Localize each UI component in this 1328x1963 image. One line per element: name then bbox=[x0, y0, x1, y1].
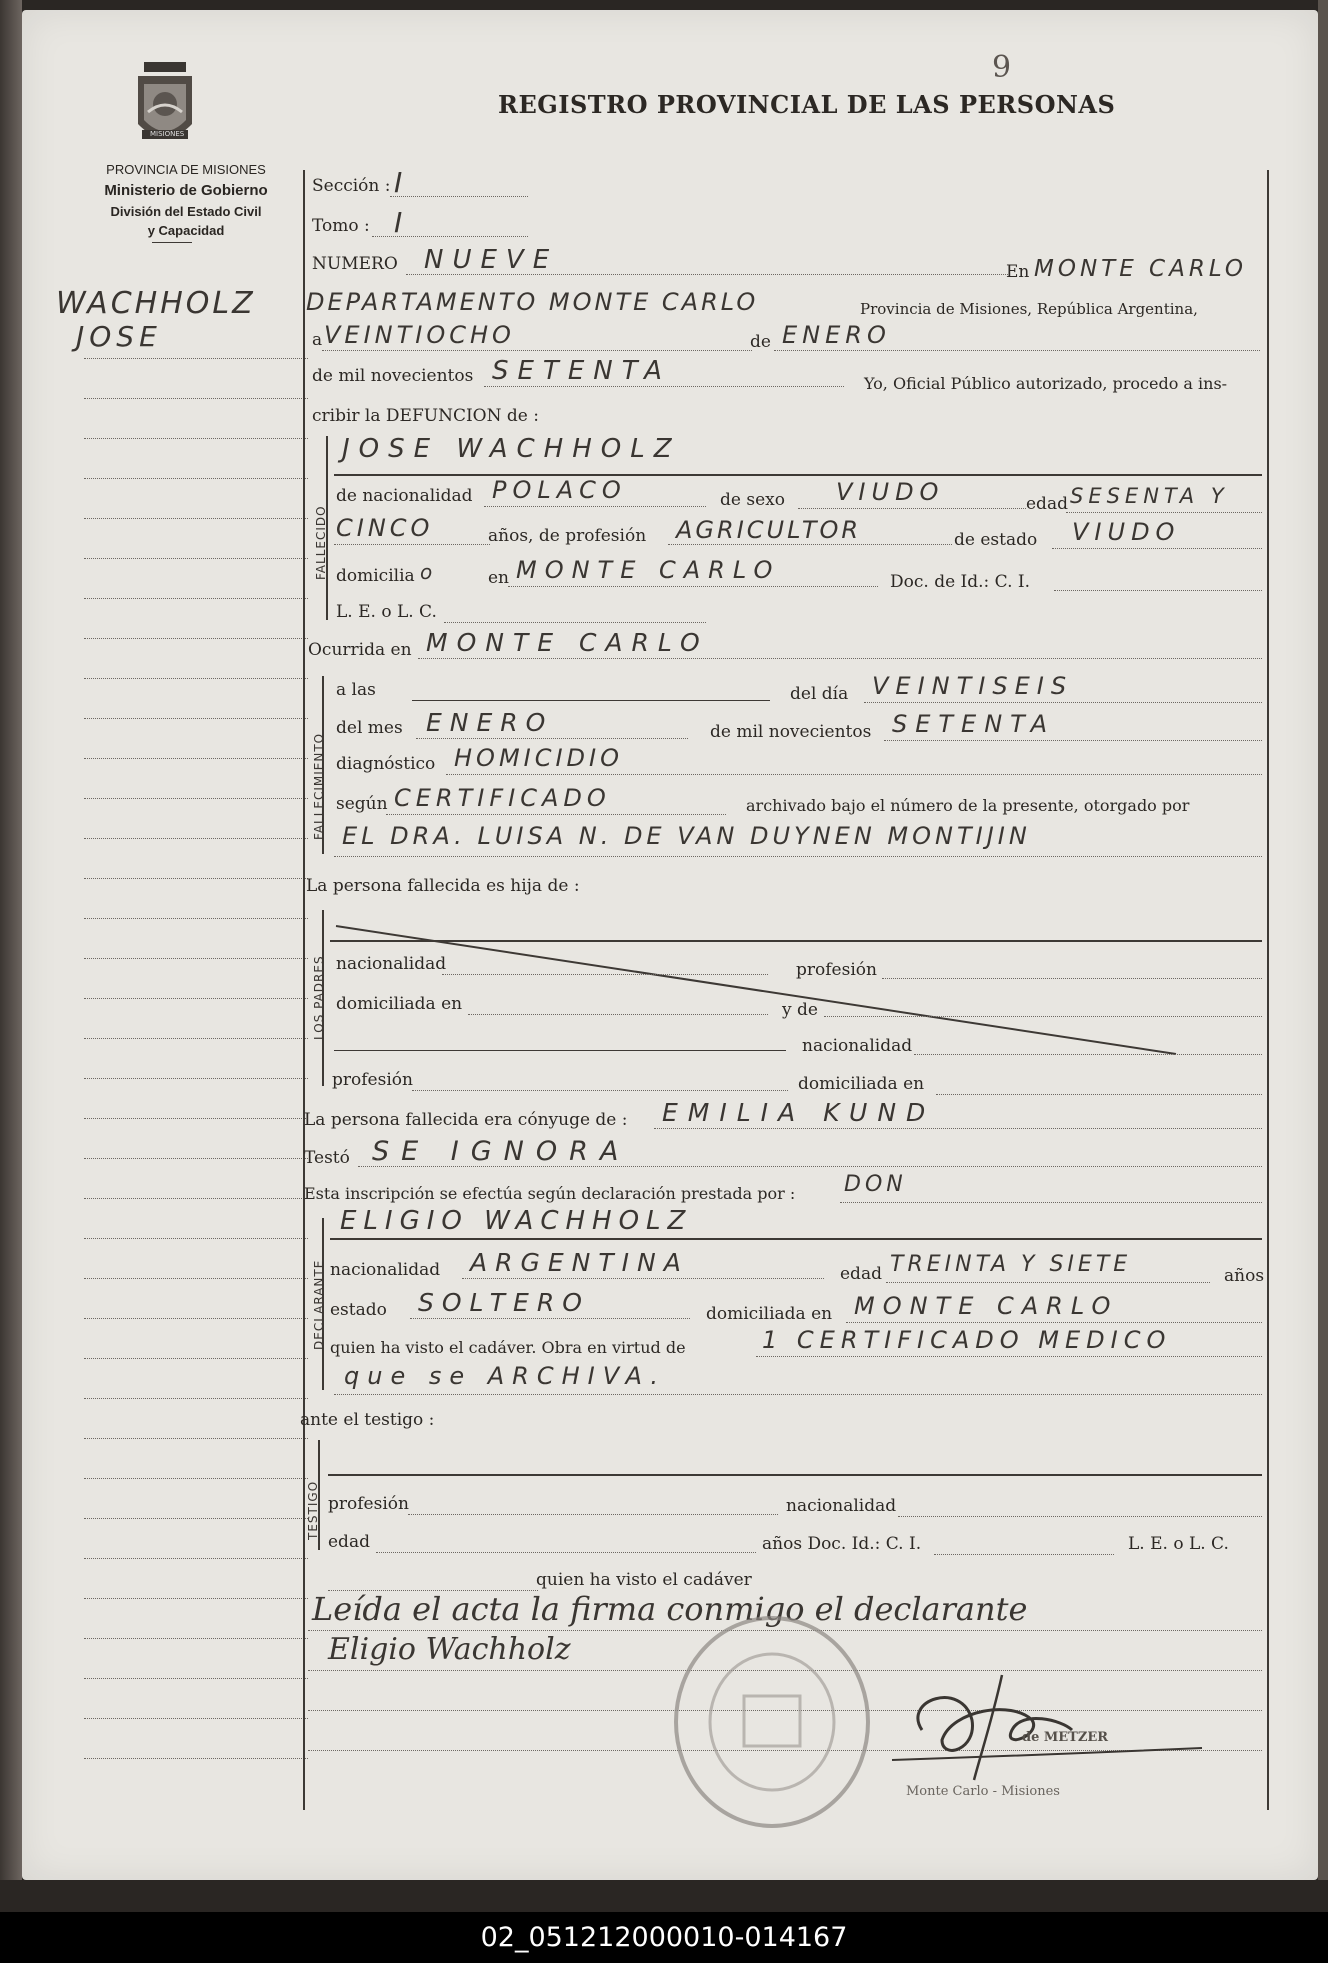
testigo-section-label: TESTIGO bbox=[306, 1480, 320, 1540]
padres-profesion-label: profesión bbox=[796, 960, 877, 980]
padres-domiciliada2-label: domiciliada en bbox=[798, 1074, 925, 1094]
en-value: MONTE CARLO bbox=[1034, 256, 1248, 282]
en-label: En bbox=[1006, 262, 1030, 282]
tomo-value: I bbox=[394, 206, 412, 239]
del-dia-label: del día bbox=[790, 684, 849, 704]
declaracion-label: Esta inscripción se efectúa según declaración prestada por : bbox=[304, 1184, 796, 1203]
month-value: ENERO bbox=[782, 321, 891, 349]
declaracion-value: DON bbox=[844, 1172, 907, 1197]
padres-profesion2-label: profesión bbox=[332, 1070, 413, 1090]
otorgado-value: EL DRA. LUISA N. DE VAN DUYNEN MONTIJIN bbox=[342, 822, 1031, 850]
archivado-text: archivado bajo el número de la presente, otorgado por bbox=[746, 796, 1190, 815]
fallecido-le-label: L. E. o L. C. bbox=[336, 602, 437, 622]
fallecido-edad-label: edad bbox=[1026, 494, 1068, 514]
ocurrida-label: Ocurrida en bbox=[308, 640, 412, 660]
right-border bbox=[1267, 170, 1269, 1810]
padres-y-de-label: y de bbox=[782, 1000, 818, 1020]
declarante-domiciliada-label: domiciliada en bbox=[706, 1304, 833, 1324]
officer-signature-icon bbox=[882, 1660, 1212, 1790]
mes-value: ENERO bbox=[426, 708, 554, 737]
diagnostico-label: diagnóstico bbox=[336, 754, 436, 774]
numero-label: NUMERO bbox=[312, 254, 398, 274]
coat-of-arms-icon bbox=[130, 62, 200, 154]
padres-nacionalidad-label: nacionalidad bbox=[336, 954, 447, 974]
division-label-2: y Capacidad bbox=[147, 223, 225, 238]
fallecido-estado-label: de estado bbox=[954, 530, 1038, 550]
dia-value: VEINTISEIS bbox=[872, 672, 1074, 700]
officer-stamp-location: Monte Carlo - Misiones bbox=[906, 1784, 1060, 1799]
seccion-label: Sección : bbox=[312, 176, 391, 196]
fallecido-domicilio-label: domicilia bbox=[336, 566, 415, 586]
padres-section-label: LOS PADRES bbox=[312, 955, 326, 1040]
tomo-label: Tomo : bbox=[312, 216, 370, 236]
header-rule bbox=[152, 242, 192, 243]
del-mes-label: del mes bbox=[336, 718, 403, 738]
anio-label: de mil novecientos bbox=[710, 722, 872, 742]
declarante-edad-label: edad bbox=[840, 1264, 882, 1284]
page-number: 9 bbox=[992, 50, 1012, 85]
fallecido-section-label: FALLECIDO bbox=[314, 505, 328, 580]
anio-value: SETENTA bbox=[892, 710, 1056, 738]
padres-nacionalidad2-label: nacionalidad bbox=[802, 1036, 913, 1056]
testigo-ante-label: ante el testigo : bbox=[300, 1410, 435, 1430]
diagnostico-value: HOMICIDIO bbox=[454, 744, 624, 772]
declarante-estado-value: SOLTERO bbox=[418, 1288, 590, 1317]
declarante-estado-label: estado bbox=[330, 1300, 387, 1320]
day-value: VEINTIOCHO bbox=[324, 321, 515, 349]
testigo-le-label: L. E. o L. C. bbox=[1128, 1534, 1229, 1554]
fallecido-sexo-value: VIUDO bbox=[836, 478, 945, 506]
fallecido-profesion-value: AGRICULTOR bbox=[676, 516, 862, 544]
testigo-nacionalidad-label: nacionalidad bbox=[786, 1496, 897, 1516]
fallecido-sexo-label: de sexo bbox=[720, 490, 785, 510]
fallecido-estado-value: VIUDO bbox=[1072, 518, 1181, 546]
conyuge-label: La persona fallecida era cónyuge de : bbox=[304, 1110, 628, 1130]
year-label: de mil novecientos bbox=[312, 366, 474, 386]
a-label: a bbox=[312, 330, 323, 350]
fallecido-domicilio-value: MONTE CARLO bbox=[516, 556, 781, 584]
declarante-anos-label: años bbox=[1224, 1266, 1265, 1286]
division-label: División del Estado Civil bbox=[110, 204, 262, 219]
year-value: SETENTA bbox=[492, 356, 671, 386]
fallecimiento-section-label: FALLECIMIENTO bbox=[312, 732, 326, 840]
officer-stamp-name: de METZER bbox=[1022, 1730, 1109, 1745]
declarante-nacionalidad-label: nacionalidad bbox=[330, 1260, 441, 1280]
closing-line-1: Leída el acta la firma conmigo el declarante bbox=[312, 1590, 1028, 1628]
a-las-label: a las bbox=[336, 680, 376, 700]
fallecido-en-label: en bbox=[488, 568, 510, 588]
margin-surname: WACHHOLZ bbox=[56, 286, 256, 321]
testo-value: SE IGNORA bbox=[372, 1136, 631, 1167]
conyuge-value: EMILIA KUND bbox=[662, 1098, 936, 1127]
segun-label: según bbox=[336, 794, 388, 814]
image-id-label: 02_051212000010-014167 bbox=[480, 1922, 848, 1953]
fallecido-edad-value-2: CINCO bbox=[336, 514, 434, 542]
testigo-doc-label: años Doc. Id.: C. I. bbox=[762, 1534, 922, 1554]
seccion-value: I bbox=[394, 166, 412, 199]
numero-value: NUEVE bbox=[424, 245, 559, 275]
inscribir-text: cribir la DEFUNCION de : bbox=[312, 406, 539, 426]
seal-caption: MISIONES bbox=[150, 130, 185, 138]
testigo-profesion-label: profesión bbox=[328, 1494, 409, 1514]
declarante-section-label: DECLARANTE bbox=[312, 1259, 326, 1350]
testigo-quien-label: quien ha visto el cadáver bbox=[536, 1570, 752, 1590]
register-page bbox=[22, 10, 1318, 1880]
fallecido-profesion-label: años, de profesión bbox=[488, 526, 647, 546]
fallecido-domicilio-marker: o bbox=[420, 560, 433, 584]
oficial-text: Yo, Oficial Público autorizado, procedo a ins- bbox=[864, 374, 1228, 393]
declarante-nacionalidad-value: ARGENTINA bbox=[470, 1248, 689, 1277]
hija-label: La persona fallecida es hija de : bbox=[306, 876, 580, 896]
province-label: PROVINCIA DE MISIONES bbox=[106, 162, 266, 177]
declarante-edad-value: TREINTA Y SIETE bbox=[890, 1252, 1132, 1277]
de-label: de bbox=[750, 332, 771, 352]
fallecido-edad-value-1: SESENTA Y bbox=[1070, 484, 1229, 508]
testo-label: Testó bbox=[304, 1148, 350, 1168]
declarante-cadaver-label: quien ha visto el cadáver. Obra en virtud de bbox=[330, 1338, 686, 1357]
segun-value: CERTIFICADO bbox=[394, 784, 611, 812]
fallecido-doc-label: Doc. de Id.: C. I. bbox=[890, 572, 1031, 592]
fallecido-nacionalidad-value: POLACO bbox=[492, 476, 627, 504]
page-title: REGISTRO PROVINCIAL DE LAS PERSONAS bbox=[498, 90, 1116, 119]
margin-divider bbox=[303, 170, 305, 1810]
provincia-text: Provincia de Misiones, República Argentina, bbox=[860, 300, 1198, 318]
departamento-value: DEPARTAMENTO MONTE CARLO bbox=[306, 288, 759, 316]
book-spine bbox=[0, 0, 22, 1880]
declarante-name: ELIGIO WACHHOLZ bbox=[340, 1206, 693, 1236]
padres-domiciliada-label: domiciliada en bbox=[336, 994, 463, 1014]
declarante-cadaver-value: 1 CERTIFICADO MEDICO bbox=[762, 1326, 1172, 1354]
declarante-cadaver-value-2: que se ARCHIVA. bbox=[344, 1362, 666, 1390]
margin-given-name: JOSE bbox=[76, 320, 162, 353]
ocurrida-value: MONTE CARLO bbox=[426, 628, 709, 657]
declarante-domiciliada-value: MONTE CARLO bbox=[854, 1292, 1119, 1320]
fallecido-name: JOSE WACHHOLZ bbox=[342, 434, 681, 464]
official-stamp-icon bbox=[662, 1610, 912, 1840]
testigo-edad-label: edad bbox=[328, 1532, 370, 1552]
book-edge bbox=[1318, 0, 1328, 1880]
fallecido-nacionalidad-label: de nacionalidad bbox=[336, 486, 473, 506]
ministry-label: Ministerio de Gobierno bbox=[104, 182, 268, 199]
declarant-signature: Eligio Wachholz bbox=[328, 1632, 571, 1667]
